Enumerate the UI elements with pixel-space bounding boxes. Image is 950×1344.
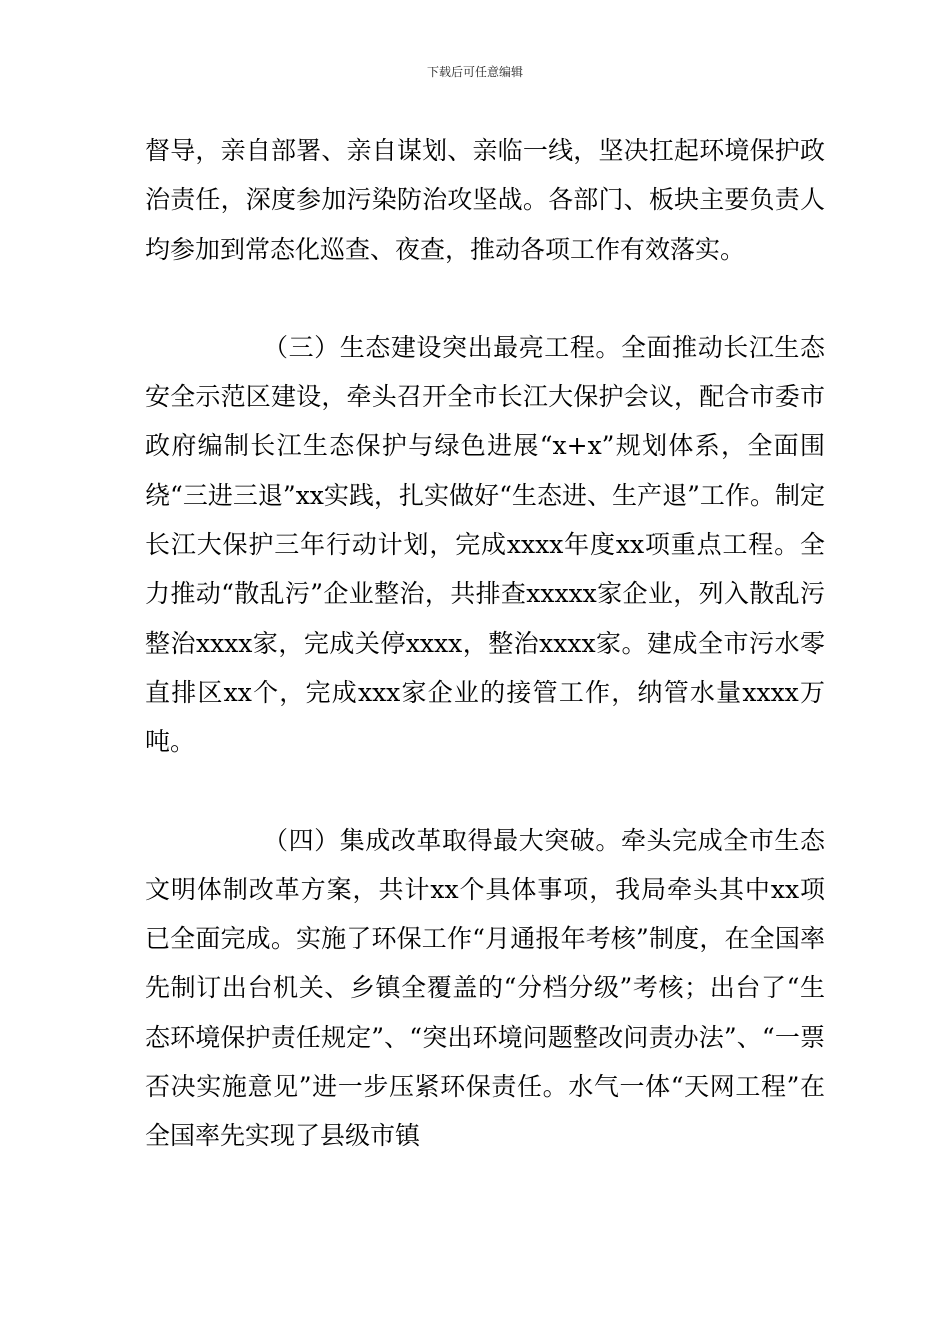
paragraph-continuation: 督导，亲自部署、亲自谋划、亲临一线，坚决扛起环境保护政治责任，深度参加污染防治攻坚战。各部门、板块主要负责人均参加到常态化巡查、夜查，推动各项工作有效落实。 (145, 136, 825, 264)
document-body (145, 126, 825, 1161)
paragraph-gap (145, 274, 825, 323)
paragraph-section-three: （三）生态建设突出最亮工程。全面推动长江生态安全示范区建设，牵头召开全市长江大保护会议，配合市委市政府编制长江生态保护与绿色进展“x+x”规划体系，全面围绕“三进三退”xx实践，扎实做好“生态进、生产退”工作。制定长江大保护三年行动计划，完成xxxx年度xx项重点工程。全力推动“散乱污”企业整治，共排查xxxxx家企业，列入散乱污整治xxxx家，完成关停xxxx，整治xxxx家。建成全市污水零直排区xx个，完成xxx家企业的接管工作，纳管水量xxxx万吨。 (145, 332, 825, 757)
paragraph-gap (145, 767, 825, 816)
page-header-note: 下载后可任意编辑 (426, 65, 523, 79)
paragraph-section-four: （四）集成改革取得最大突破。牵头完成全市生态文明体制改革方案，共计xx个具体事项，我局牵头其中xx项已全面完成。实施了环保工作“月通报年考核”制度，在全国率先制订出台机关、乡镇全覆盖的“分档分级”考核；出台了“生态环境保护责任规定”、“突出环境问题整改问责办法”、“一票否决实施意见”进一步压紧环保责任。水气一体“天网工程”在全国率先实现了县级市镇 (145, 825, 825, 1151)
